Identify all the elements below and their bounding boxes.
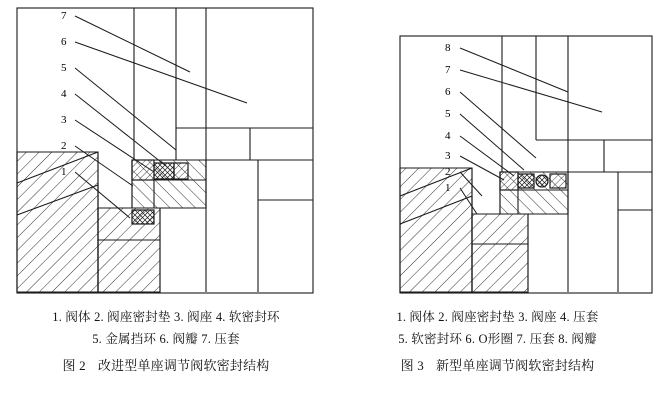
callout-2: 2	[61, 140, 67, 152]
callout-3: 3	[445, 150, 451, 162]
figure-3	[332, 0, 663, 402]
callout-7: 7	[61, 10, 67, 22]
callout-3: 3	[61, 114, 67, 126]
figure-2-legend-line-1: 1. 阀体 2. 阀座密封垫 3. 阀座 4. 软密封环	[52, 310, 280, 324]
figure-2-label: 图 2	[62, 358, 86, 373]
figure-3-legend-line-1: 1. 阀体 2. 阀座密封垫 3. 阀座 4. 压套	[396, 310, 599, 324]
figure-3-legend-line-2: 5. 软密封环 6. O形圈 7. 压套 8. 阀瓣	[398, 332, 597, 346]
callout-5: 5	[445, 108, 451, 120]
callout-6: 6	[61, 36, 67, 48]
callout-4: 4	[61, 88, 67, 100]
figure-2-title	[0, 356, 332, 376]
callout-4: 4	[445, 130, 451, 142]
figure-3-title-text: 新型单座调节阀软密封结构	[435, 358, 595, 373]
callout-5: 5	[61, 62, 67, 74]
callout-1: 1	[61, 166, 67, 178]
figure-2-drawing	[0, 0, 332, 300]
figure-2-title-text: 改进型单座调节阀软密封结构	[97, 358, 270, 373]
figure-3-title	[332, 356, 663, 376]
figure-3-drawing	[332, 0, 663, 300]
callout-7: 7	[445, 64, 451, 76]
figure-2-legend-line-2: 5. 金属挡环 6. 阀瓣 7. 压套	[92, 332, 240, 346]
callout-8: 8	[445, 42, 451, 54]
callout-2: 2	[445, 166, 451, 178]
callout-6: 6	[445, 86, 451, 98]
figure-3-label: 图 3	[400, 358, 424, 373]
callout-1: 1	[445, 182, 451, 194]
